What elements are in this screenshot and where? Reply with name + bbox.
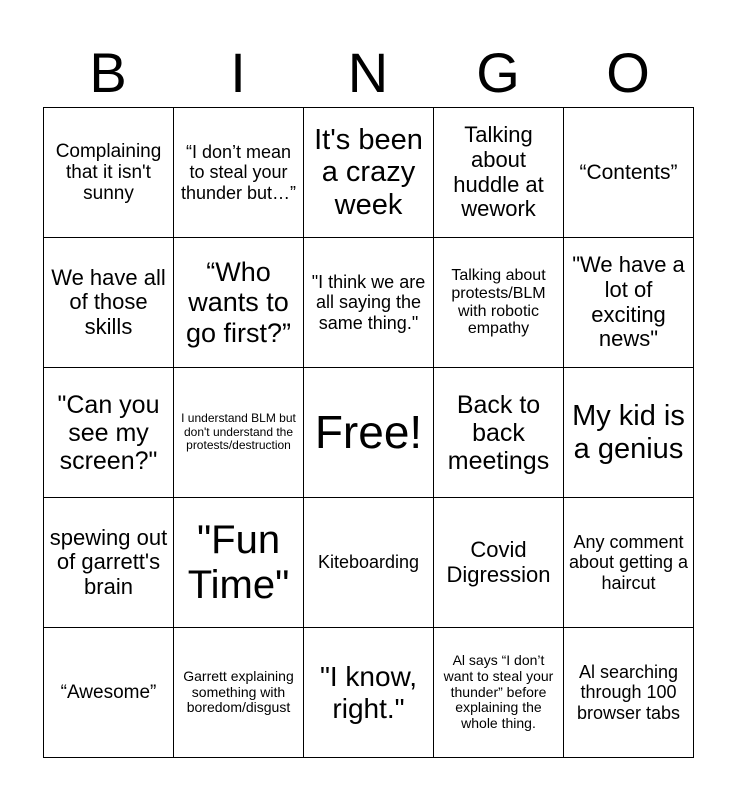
bingo-cell[interactable] <box>434 108 564 238</box>
bingo-board <box>43 107 694 758</box>
board-row <box>44 628 694 758</box>
cell-text: Talking about huddle at wework <box>453 122 544 222</box>
bingo-cell[interactable] <box>44 108 174 238</box>
cell-text: Talking about protests/BLM with robotic empathy <box>451 266 546 338</box>
board-row <box>44 108 694 238</box>
cell-text: “Who wants to go first?” <box>185 257 292 348</box>
cell-text: Any comment about getting a haircut <box>568 532 689 593</box>
bingo-cell[interactable] <box>304 238 434 368</box>
cell-text: Al searching through 100 browser tabs <box>576 662 681 723</box>
cell-text: "I know, right." <box>319 661 418 724</box>
cell-text: "We have a lot of exciting news" <box>572 252 685 352</box>
bingo-cell[interactable] <box>434 238 564 368</box>
bingo-cell[interactable] <box>174 108 304 238</box>
cell-text: “Awesome” <box>60 681 157 703</box>
cell-text: Garrett explaining something with boredom/disgust <box>183 667 294 716</box>
cell-text: “Contents” <box>579 160 678 184</box>
bingo-cell[interactable] <box>434 628 564 758</box>
cell-text: spewing out of garrett's brain <box>49 524 168 599</box>
cell-text: I understand BLM but don't understand the protests/destruction <box>181 411 296 453</box>
cell-text: Back to back meetings <box>447 390 550 475</box>
bingo-cell[interactable] <box>304 498 434 628</box>
bingo-cell[interactable] <box>44 498 174 628</box>
bingo-cell[interactable] <box>174 628 304 758</box>
free-space[interactable] <box>304 368 434 498</box>
bingo-cell[interactable] <box>564 368 694 498</box>
header-letter-g: G <box>476 41 520 104</box>
cell-text: Al says “I don’t want to steal your thunder” before explaining the whole thing. <box>443 652 554 731</box>
bingo-cell[interactable] <box>434 498 564 628</box>
cell-text: "Can you see my screen?" <box>57 390 160 475</box>
bingo-cell[interactable] <box>174 498 304 628</box>
bingo-cell[interactable] <box>304 628 434 758</box>
cell-text: It's been a crazy week <box>314 123 423 221</box>
cell-text: “I don’t mean to steal your thunder but…” <box>180 142 297 203</box>
bingo-cell[interactable] <box>44 628 174 758</box>
board-row <box>44 498 694 628</box>
cell-text: Complaining that it isn't sunny <box>55 140 162 205</box>
header-letter-n: N <box>347 41 389 104</box>
bingo-cell[interactable] <box>174 368 304 498</box>
header-letter-i: I <box>230 41 246 104</box>
cell-text: Kiteboarding <box>317 552 420 573</box>
board-row <box>44 368 694 498</box>
board-row <box>44 238 694 368</box>
header-letter-b: B <box>89 41 127 104</box>
free-label: Free! <box>314 405 423 458</box>
bingo-cell[interactable] <box>564 108 694 238</box>
cell-text: "Fun Time" <box>187 517 290 607</box>
bingo-cell[interactable] <box>44 238 174 368</box>
bingo-cell[interactable] <box>564 238 694 368</box>
bingo-cell[interactable] <box>174 238 304 368</box>
cell-text: We have all of those skills <box>51 264 166 339</box>
header-letter-o: O <box>606 41 650 104</box>
bingo-cell[interactable] <box>304 108 434 238</box>
bingo-cell[interactable] <box>44 368 174 498</box>
bingo-header <box>43 40 693 106</box>
cell-text: My kid is a genius <box>572 400 685 465</box>
cell-text: "I think we are all saying the same thing." <box>311 272 426 333</box>
bingo-cell[interactable] <box>564 628 694 758</box>
bingo-cell[interactable] <box>434 368 564 498</box>
cell-text: Covid Digression <box>446 536 551 587</box>
bingo-cell[interactable] <box>564 498 694 628</box>
